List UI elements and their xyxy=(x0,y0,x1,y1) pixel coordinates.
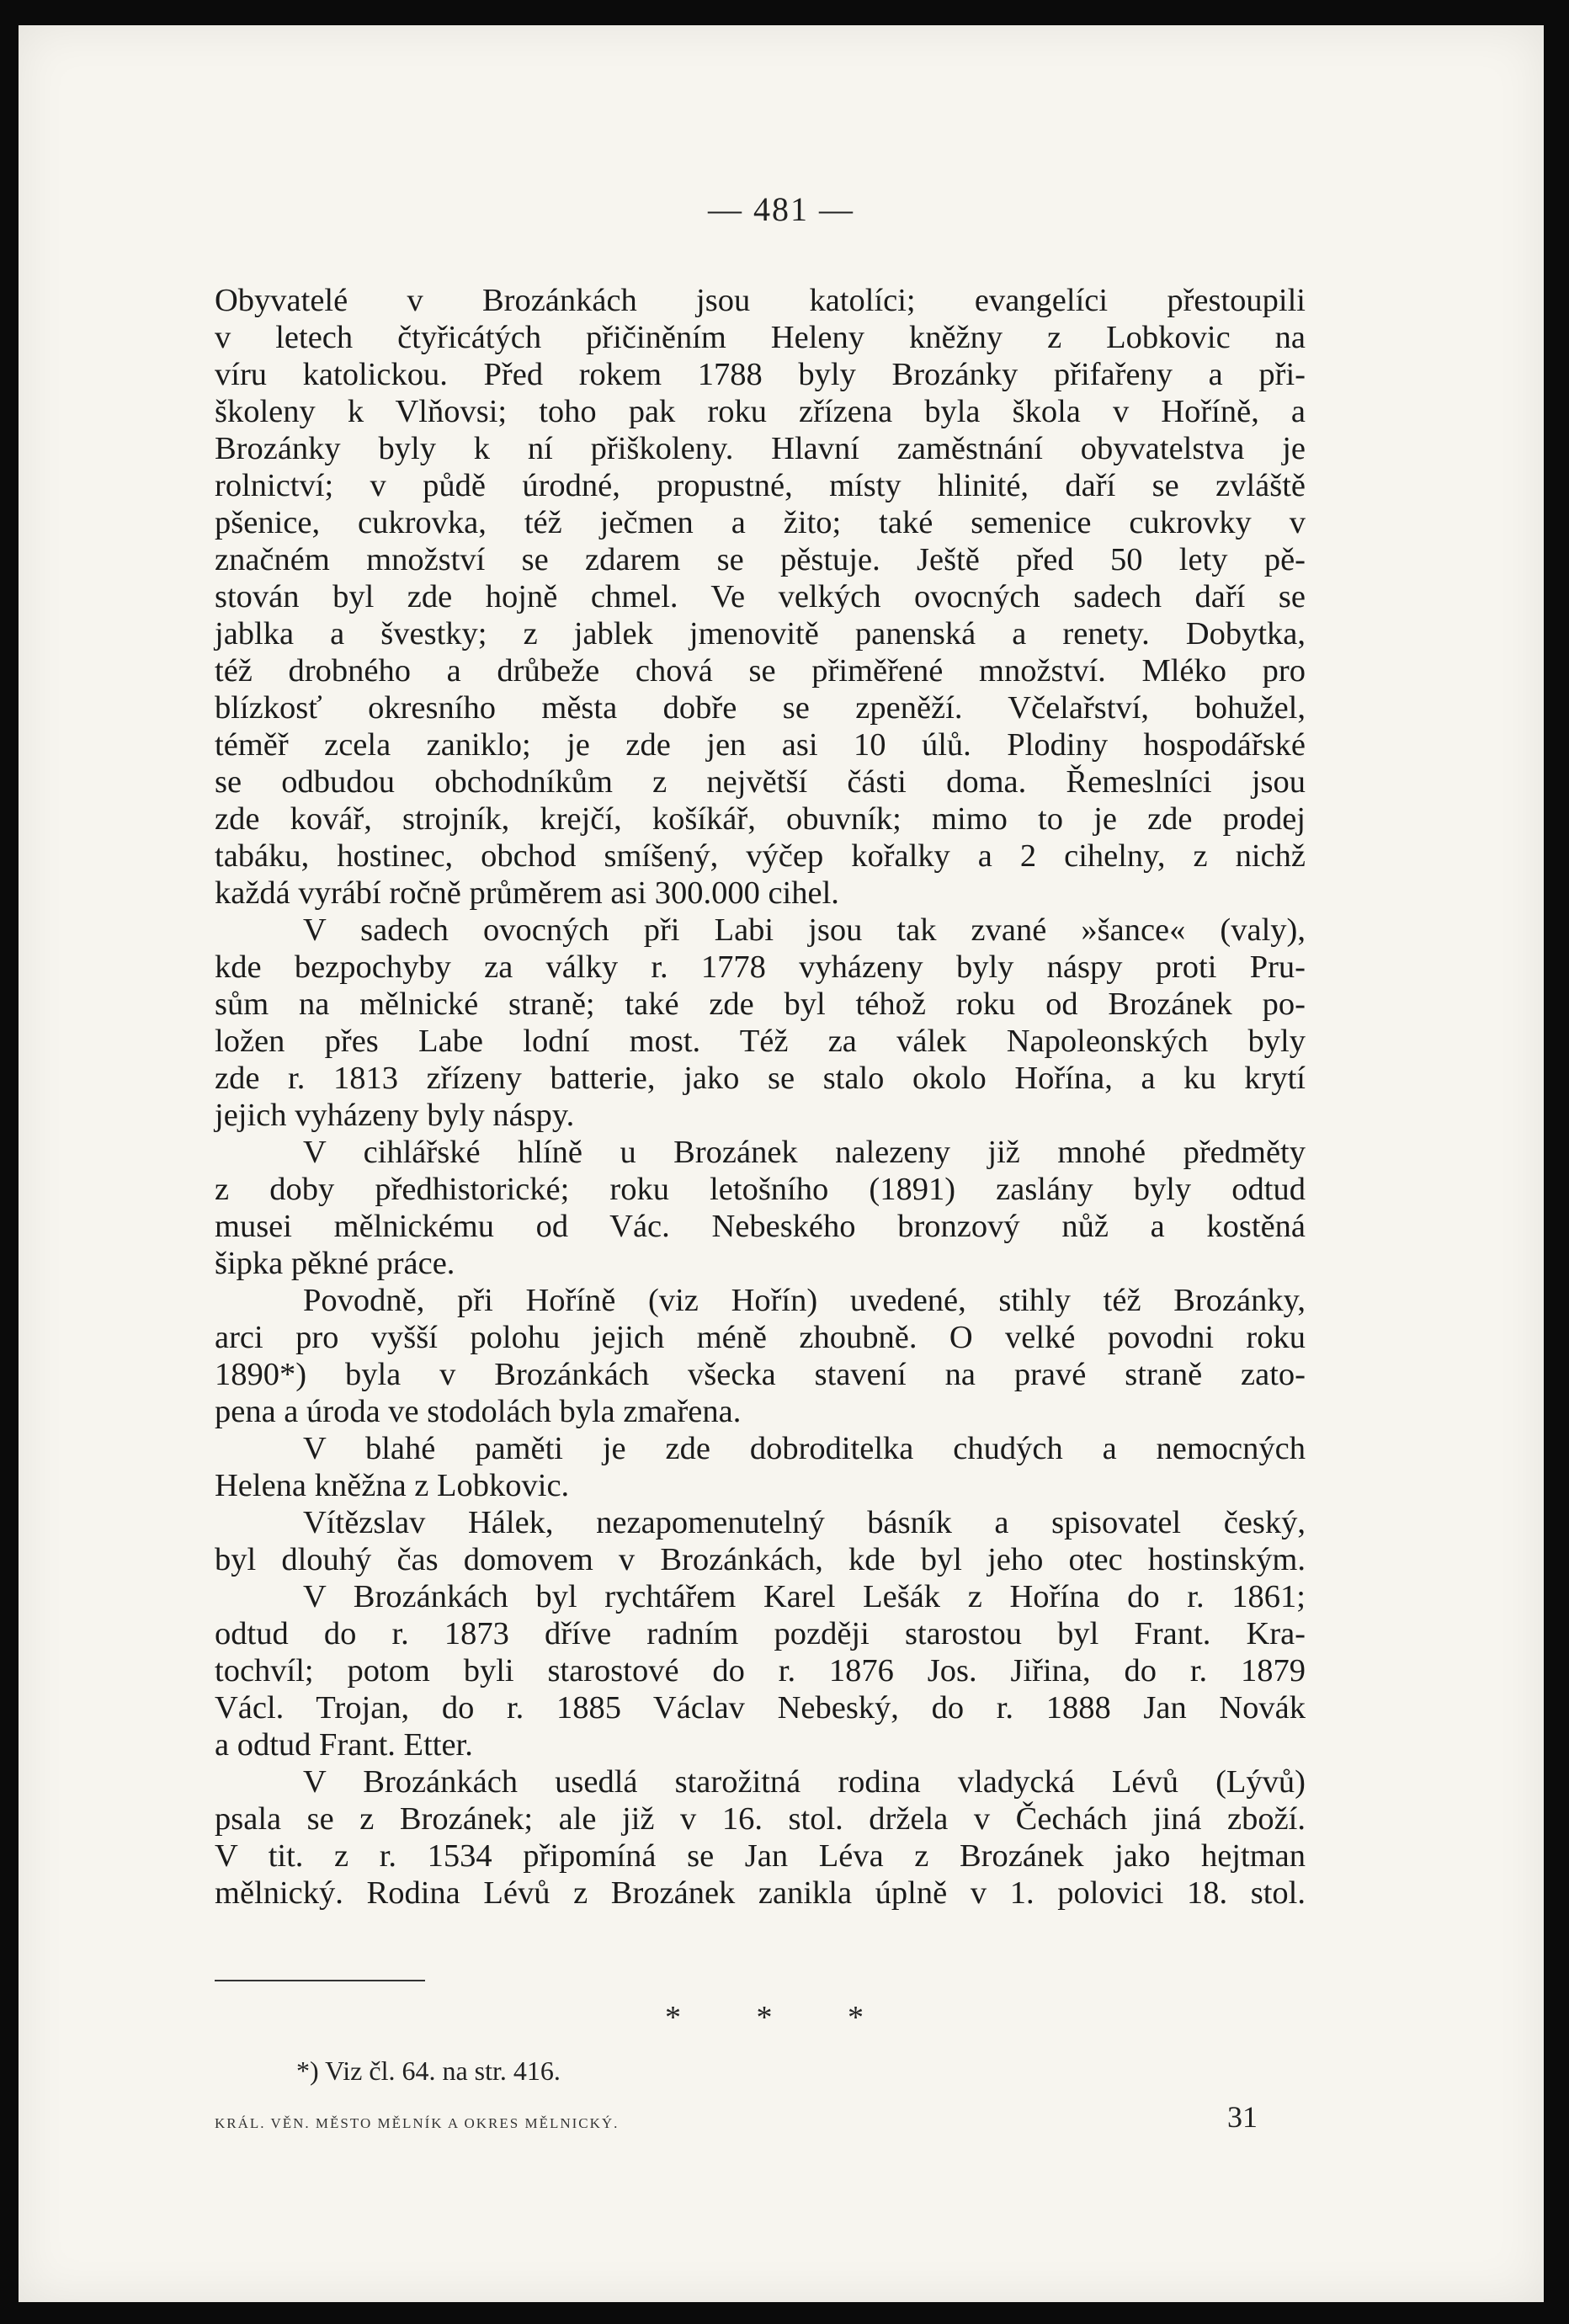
text-line: psala se z Brozánek; ale již v 16. stol. držela v Čechách jiná zboží. xyxy=(215,1801,1306,1837)
text-line: byl dlouhý čas domovem v Brozánkách, kde byl jeho otec hostinským. xyxy=(215,1542,1306,1577)
text-line: odtud do r. 1873 dříve radním později starostou byl Frant. Kra- xyxy=(215,1616,1306,1651)
text-line: ložen přes Labe lodní most. Též za válek Napoleonských byly xyxy=(215,1024,1306,1059)
text-line: a odtud Frant. Etter. xyxy=(215,1727,473,1763)
text-line: pena a úroda ve stodolách byla zmařena. xyxy=(215,1394,742,1429)
text-line: V cihlářské hlíně u Brozánek nalezeny již mnohé předměty xyxy=(303,1135,1306,1170)
text-line: zde r. 1813 zřízeny batterie, jako se stalo okolo Hořína, a ku krytí xyxy=(215,1061,1306,1096)
text-line: víru katolickou. Před rokem 1788 byly Brozánky přifařeny a při- xyxy=(215,357,1306,392)
text-line: Povodně, při Hoříně (viz Hořín) uvedené, stihly též Brozánky, xyxy=(303,1283,1306,1318)
text-line: 1890*) byla v Brozánkách všecka stavení na pravé straně zato- xyxy=(215,1357,1306,1392)
text-line: sům na mělnické straně; také zde byl téhož roku od Brozánek po- xyxy=(215,987,1306,1022)
text-line: V Brozánkách byl rychtářem Karel Lešák z Hořína do r. 1861; xyxy=(303,1579,1306,1614)
text-line: V blahé paměti je zde dobroditelka chudých a nemocných xyxy=(303,1431,1306,1466)
text-line: tabáku, hostinec, obchod smíšený, výčep kořalky a 2 cihelny, z nichž xyxy=(215,838,1306,874)
text-line: každá vyrábí ročně průměrem asi 300.000 cihel. xyxy=(215,875,839,911)
text-line: Václ. Trojan, do r. 1885 Václav Nebeský, do r. 1888 Jan Novák xyxy=(215,1690,1306,1726)
text-line: Brozánky byly k ní přiškoleny. Hlavní zaměstnání obyvatelstva je xyxy=(215,431,1306,466)
text-line: Helena kněžna z Lobkovic. xyxy=(215,1468,570,1503)
text-line: V sadech ovocných při Labi jsou tak zvané »šance« (valy), xyxy=(303,912,1306,948)
text-line: mělnický. Rodina Lévů z Brozánek zanikla úplně v 1. polovici 18. stol. xyxy=(215,1875,1306,1911)
text-line: šipka pěkné práce. xyxy=(215,1246,455,1281)
footnote-rule xyxy=(215,1980,425,1981)
text-line: arci pro vyšší polohu jejich méně zhoubně. O velké povodni roku xyxy=(215,1320,1306,1355)
sheet-signature: 31 xyxy=(1227,2100,1258,2134)
text-line: téměř zcela zaniklo; je zde jen asi 10 úlů. Plodiny hospodářské xyxy=(215,727,1306,763)
text-line: blízkosť okresního města dobře se zpeněží. Včelařství, bohužel, xyxy=(215,690,1306,726)
section-stars: * * * xyxy=(665,2000,897,2035)
body-text xyxy=(215,282,1306,1912)
text-line: jablka a švestky; z jablek jmenovitě panenská a renety. Dobytka, xyxy=(215,616,1306,651)
text-line: zde kovář, strojník, krejčí, košíkář, obuvník; mimo to je zde prodej xyxy=(215,801,1306,837)
footnote: *) Viz čl. 64. na str. 416. xyxy=(296,2055,561,2086)
text-line: školeny k Vlňovsi; toho pak roku zřízena byla škola v Hoříně, a xyxy=(215,394,1306,429)
text-line: kde bezpochyby za války r. 1778 vyházeny byly náspy proti Pru- xyxy=(215,949,1306,985)
text-line: musei mělnickému od Vác. Nebeského bronzový nůž a kostěná xyxy=(215,1209,1306,1244)
text-line: v letech čtyřicátých přičiněním Heleny kněžny z Lobkovic na xyxy=(215,320,1306,355)
text-line: pšenice, cukrovka, též ječmen a žito; také semenice cukrovky v xyxy=(215,505,1306,540)
text-line: Vítězslav Hálek, nezapomenutelný básník a spisovatel český, xyxy=(303,1505,1306,1540)
text-line: jejich vyházeny byly náspy. xyxy=(215,1098,575,1133)
text-line: rolnictví; v půdě úrodné, propustné, místy hlinité, daří se zvláště xyxy=(215,468,1306,503)
page-number: — 481 — xyxy=(708,190,854,228)
text-line: V Brozánkách usedlá starožitná rodina vladycká Lévů (Lývů) xyxy=(303,1764,1306,1800)
text-line: V tit. z r. 1534 připomíná se Jan Léva z Brozánek jako hejtman xyxy=(215,1838,1306,1874)
text-line: z doby předhistorické; roku letošního (1891) zaslány byly odtud xyxy=(215,1172,1306,1207)
text-line: značném množství se zdarem se pěstuje. Ještě před 50 lety pě- xyxy=(215,542,1306,577)
text-line: stován byl zde hojně chmel. Ve velkých ovocných sadech daří se xyxy=(215,579,1306,614)
printer-imprint: KRÁL. VĚN. MĚSTO MĚLNÍK A OKRES MĚLNICKÝ. xyxy=(215,2115,620,2131)
text-line: tochvíl; potom byli starostové do r. 1876 Jos. Jiřina, do r. 1879 xyxy=(215,1653,1306,1688)
text-line: se odbudou obchodníkům z největší části doma. Řemeslníci jsou xyxy=(215,764,1306,800)
book-page xyxy=(19,25,1544,2302)
text-line: Obyvatelé v Brozánkách jsou katolíci; evangelíci přestoupili xyxy=(215,283,1306,318)
text-line: též drobného a drůbeže chová se přiměřené množství. Mléko pro xyxy=(215,653,1306,689)
